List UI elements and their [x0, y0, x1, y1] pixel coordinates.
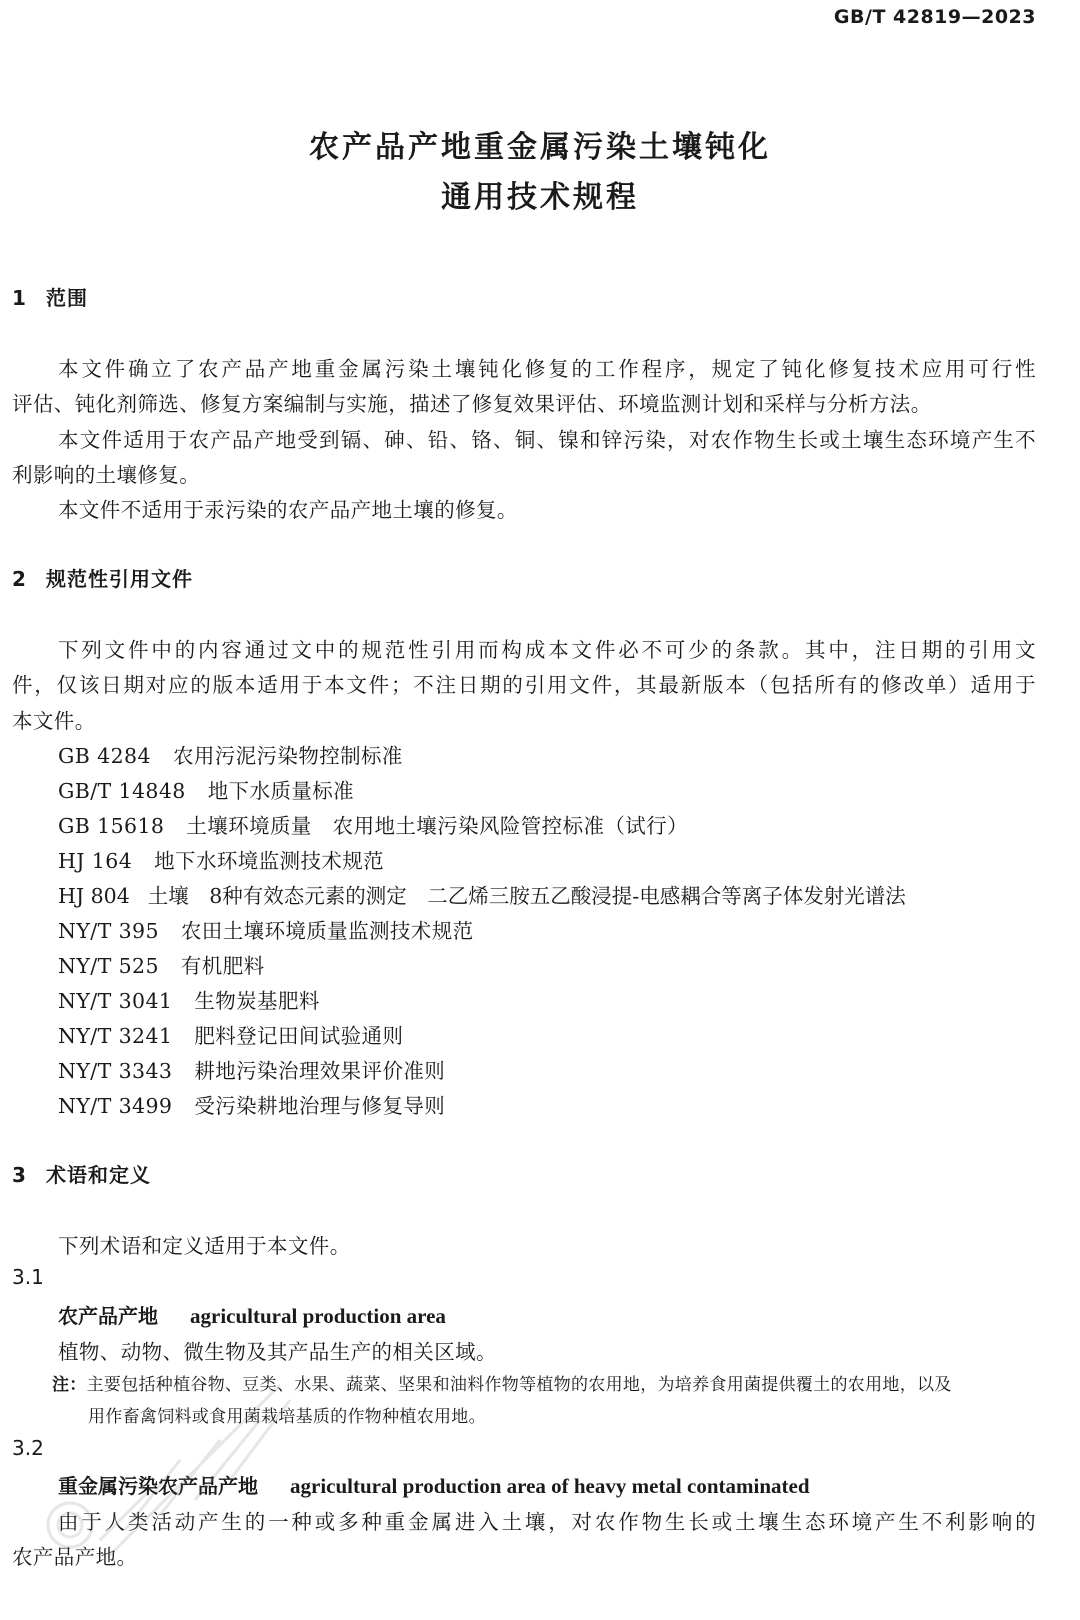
term-definition-continuation: 农产品产地。 [12, 1545, 138, 1569]
reference-code: NY/T 3041 [58, 989, 173, 1013]
reference-code: NY/T 3343 [58, 1059, 173, 1083]
reference-item [58, 949, 265, 979]
paragraph-line: 下列文件中的内容通过文中的规范性引用而构成本文件必不可少的条款。其中，注日期的引用文 [58, 638, 1036, 662]
reference-item [58, 984, 320, 1014]
reference-code: NY/T 3241 [58, 1024, 173, 1048]
reference-title: 农田土壤环境质量监测技术规范 [180, 919, 474, 943]
reference-code: NY/T 395 [58, 919, 159, 943]
term-chinese: 重金属污染农产品产地 [58, 1474, 258, 1498]
section-title: 规范性引用文件 [46, 567, 193, 591]
reference-title: 地下水质量标准 [207, 779, 355, 803]
term-english: agricultural production area [190, 1304, 446, 1328]
reference-title: 地下水环境监测技术规范 [154, 849, 385, 873]
reference-title: 耕地污染治理效果评价准则 [194, 1059, 446, 1083]
reference-item [58, 1019, 403, 1049]
section-3-heading [12, 1159, 151, 1188]
reference-code: GB/T 14848 [58, 779, 186, 803]
reference-item [58, 739, 403, 769]
section-number: 1 [12, 286, 27, 310]
document-title-line-1: 农产品产地重金属污染土壤钝化 [309, 130, 771, 165]
document-title-line-2: 通用技术规程 [441, 180, 639, 215]
reference-item [58, 1054, 445, 1084]
paragraph-line: 下列术语和定义适用于本文件。 [58, 1234, 351, 1258]
reference-code: GB 15618 [58, 814, 165, 838]
paragraph-line: 评估、钝化剂筛选、修复方案编制与实施，描述了修复效果评估、环境监测计划和采样与分析方法。 [12, 392, 932, 416]
reference-title: 土壤环境质量 农用地土壤污染风险管控标准（试行） [186, 814, 688, 838]
reference-code: HJ 804 [58, 884, 130, 908]
term-entry [58, 1470, 810, 1499]
reference-item [58, 774, 354, 804]
term-definition: 植物、动物、微生物及其产品生产的相关区域。 [58, 1340, 497, 1364]
reference-item [58, 879, 906, 909]
paragraph-line: 本文件确立了农产品产地重金属污染土壤钝化修复的工作程序，规定了钝化修复技术应用可行性 [58, 357, 1036, 381]
term-note [52, 1370, 952, 1395]
term-english: agricultural production area of heavy metal contaminated [290, 1474, 810, 1498]
paragraph-line: 本文件。 [12, 709, 96, 733]
section-number: 3 [12, 1163, 27, 1187]
reference-title: 农用污泥污染物控制标准 [172, 744, 403, 768]
reference-item [58, 1089, 445, 1119]
reference-item [58, 809, 688, 839]
section-2-heading [12, 563, 193, 592]
reference-code: GB 4284 [58, 744, 151, 768]
reference-title: 肥料登记田间试验通则 [194, 1024, 404, 1048]
section-number: 2 [12, 567, 27, 591]
reference-title: 土壤 8种有效态元素的测定 二乙烯三胺五乙酸浸提-电感耦合等离子体发射光谱法 [147, 884, 906, 908]
paragraph-line: 本文件适用于农产品产地受到镉、砷、铅、铬、铜、镍和锌污染，对农作物生长或土壤生态环境产生不 [58, 428, 1036, 452]
reference-code: HJ 164 [58, 849, 133, 873]
reference-code: NY/T 525 [58, 954, 159, 978]
reference-title: 有机肥料 [180, 954, 265, 978]
section-title: 术语和定义 [46, 1163, 151, 1187]
reference-code: NY/T 3499 [58, 1094, 173, 1118]
paragraph-line: 本文件不适用于汞污染的农产品产地土壤的修复。 [58, 498, 518, 522]
reference-item [58, 844, 384, 874]
note-label: 注： [52, 1375, 87, 1395]
paragraph-line: 利影响的土壤修复。 [12, 463, 201, 487]
section-1-heading [12, 282, 88, 311]
term-note-continuation: 用作畜禽饲料或食用菌栽培基质的作物种植农用地。 [88, 1407, 486, 1427]
reference-title: 受污染耕地治理与修复导则 [194, 1094, 446, 1118]
document-code: GB/T 42819—2023 [833, 6, 1036, 28]
term-definition: 由于人类活动产生的一种或多种重金属进入土壤，对农作物生长或土壤生态环境产生不利影响的 [58, 1510, 1036, 1534]
reference-item [58, 914, 474, 944]
paragraph-line: 件，仅该日期对应的版本适用于本文件；不注日期的引用文件，其最新版本（包括所有的修改单）适用于 [12, 673, 1036, 697]
term-chinese: 农产品产地 [58, 1304, 158, 1328]
term-number: 3.1 [12, 1265, 44, 1289]
section-title: 范围 [46, 286, 88, 310]
term-entry [58, 1300, 446, 1329]
term-number: 3.2 [12, 1436, 44, 1460]
note-text: 主要包括种植谷物、豆类、水果、蔬菜、坚果和油料作物等植物的农用地，为培养食用菌提供覆土的农用地，以及 [86, 1375, 952, 1395]
reference-title: 生物炭基肥料 [194, 989, 320, 1013]
